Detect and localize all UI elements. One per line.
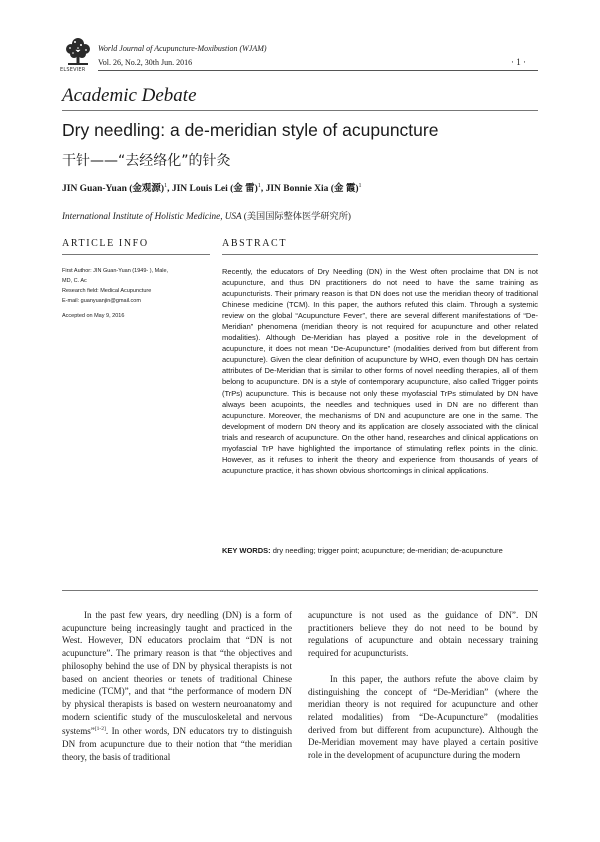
first-author-line: First Author: JIN Guan-Yuan (1949- ), Male,: [62, 268, 169, 274]
first-author-degree: MD, C. Ac: [62, 278, 87, 284]
journal-name: World Journal of Acupuncture-Moxibustion (WJAM): [98, 44, 267, 53]
citation-ref: [1-2]: [94, 726, 106, 733]
title-english: Dry needling: a de-meridian style of acupuncture: [62, 120, 439, 140]
abstract-rule: [222, 254, 538, 255]
accepted-date: Accepted on May 9, 2016: [62, 313, 125, 319]
author-affil-mark: 1: [257, 182, 261, 189]
abstract-text: Recently, the educators of Dry Needling (DN) in the West often proclaime that DN is not acupuncture, and thus DN practitioners do not need to have the same training as acupuncturists. Their primary reason is that DN does not use the meridian theory of traditional Chinese medicine (TCM). In this paper, the authors refuted this claim. Through a systemic review on the global “Acupuncture Fever”, there are several different manifestations of “De-Meridian” phenomena (meridian theory is not required for acupuncture and other related modalities). Although De-Meridian has played a positive role in the development of acupuncture, it does not mean “De-Acupuncture” (modalities derived from but different from acupuncture). Given the clear definition of acupuncture by WHO, even though DN has certain attributes of De-Meridian that is similar to other forms of novel needling therapies, all of them belong to acupuncture. DN is a style of contemporary acupuncture, also called Trigger points (TrPs) acupuncture. This is because not only these myofascial TrPs stimulated by DN have always been acupoints, the needles and techniques used in DN are no different than acupuncture. Moreover, the mechanisms of DN and acupuncture are one in the same. The development of modern DN theory and its application are closely associated with the clinical trials and research of acupuncture. On the other hand, researches and clinical applications on myofascial TrP have highlighted the importance of stimulating reflex points in the clinic. However, as it refuses to inherit the theory and experience from thousands of years of acupuncture practice, it has shown obvious shortcomings in clinical applications.: [222, 267, 538, 475]
header-rule: [98, 70, 538, 71]
affiliation: [62, 208, 351, 222]
author-affil-mark: 1: [164, 182, 168, 189]
affiliation-english: International Institute of Holistic Medicine, USA: [62, 211, 242, 221]
author-separator: ,: [167, 184, 172, 194]
author-name: JIN Guan-Yuan (金观源): [62, 184, 165, 194]
body-column-left: [62, 609, 292, 763]
author-name: JIN Louis Lei (金 雷): [171, 184, 258, 194]
author-email[interactable]: E-mail: guanyuanjin@gmail.com: [62, 298, 141, 304]
article-info-heading: ARTICLE INFO: [62, 238, 149, 249]
abstract-heading: ABSTRACT: [222, 238, 288, 249]
author-name: JIN Bonnie Xia (金 霞): [265, 184, 359, 194]
research-field: Research field: Medical Acupuncture: [62, 288, 152, 294]
article-info-rule: [62, 254, 210, 255]
keywords-list: dry needling; trigger point; acupuncture; de-meridian; de-acupuncture: [270, 546, 503, 555]
abstract-end-rule: [62, 590, 538, 591]
article-info: [62, 266, 212, 321]
body-text: In the past few years, dry needling (DN) is a form of acupuncture being increasingly taught and practiced in the West. However, DN educators proclaim that “DN is not acupuncture”. The primary reason is that “the objectives and philosophy behind the use of DN by physical therapists is not based on ancient theories or tenets of traditional Chinese medicine (TCM)”, and that “the performance of modern DN by physical therapists is based on western neuroanatomy and modern scientific study of the musculoskeletal and nervous systems”: [62, 610, 292, 737]
elsevier-tree-logo-icon: [62, 36, 94, 68]
author-list: [62, 180, 362, 194]
keywords-label: KEY WORDS:: [222, 546, 271, 555]
author-affil-mark: 1: [358, 182, 362, 189]
body-text: . In other words, DN educators try to distinguish DN from acupuncture due to their notion that “the meridian theory, the basis of traditional: [62, 726, 292, 762]
keywords: [222, 545, 538, 556]
body-paragraph: [62, 609, 292, 763]
page-number: · 1 ·: [511, 57, 526, 67]
title-chinese: 干针——“去经络化”的针灸: [62, 153, 231, 169]
author-separator: ,: [260, 184, 266, 194]
journal-volume: Vol. 26, No.2, 30th Jun. 2016: [98, 58, 193, 67]
body-paragraph: In this paper, the authors refute the above claim by distinguishing the concept of “De-Meridian” (where the meridian theory is not required for acupuncture and other related modalities) from “De-Acupuncture” (modalities derived from but different from acupuncture). Although the De-Meridian movement may have played a certain positive role in the development of acupuncture during the modern: [308, 673, 538, 761]
body-column-right: [308, 609, 538, 762]
section-rule: [62, 110, 538, 111]
body-paragraph: acupuncture is not used as the guidance of DN”. DN practitioners believe they do not need to be bound by regulations of acupuncture and obtain necessary training required for acupuncturists.: [308, 610, 538, 659]
logo-label: ELSEVIER: [60, 67, 86, 73]
affiliation-chinese: (美国国际整体医学研究所): [243, 211, 351, 221]
section-label: Academic Debate: [62, 85, 197, 106]
